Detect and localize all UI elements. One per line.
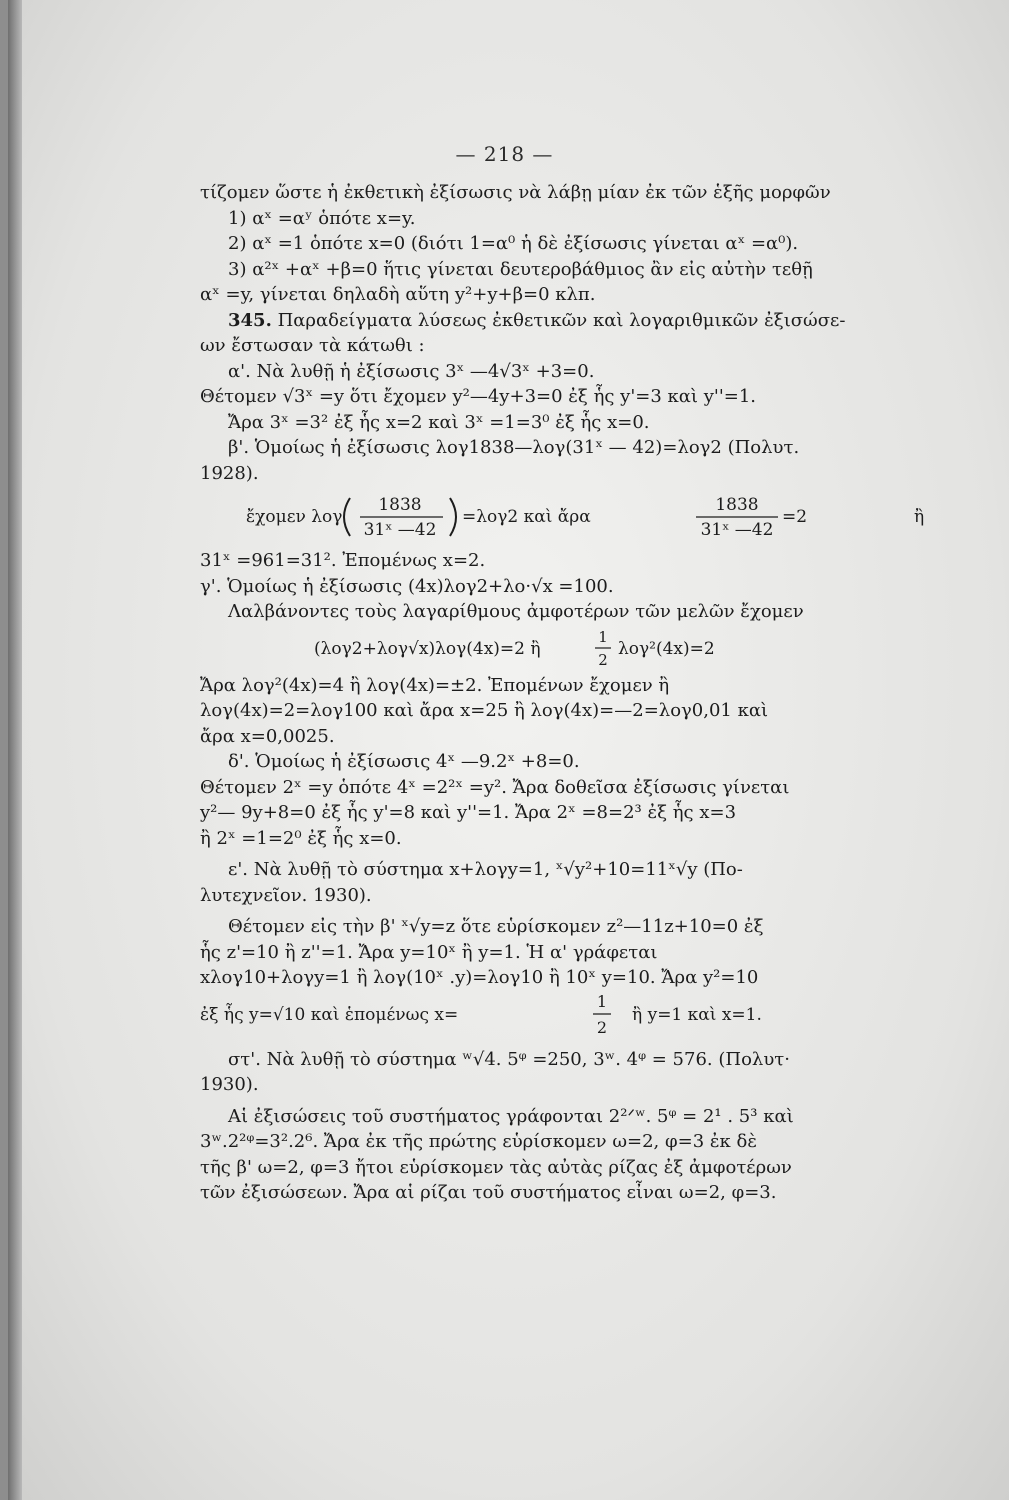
text-line: Θέτομεν εἰς τὴν β' ˣ√y=z ὅτε εὑρίσκομεν z²—11z+10=0 ἐξ: [228, 916, 764, 937]
text-line: 3ʷ.2²ᵠ=3².2⁶. Ἄρα ἐκ τῆς πρώτης εὑρίσκομεν ω=2, φ=3 ἐκ δὲ: [200, 1131, 757, 1152]
eq-or: ἢ: [914, 507, 925, 527]
text-line: 2) αˣ =1 ὁπότε x=0 (διότι 1=α⁰ ἡ δὲ ἐξίσωσις γίνεται αˣ =α⁰).: [228, 233, 799, 254]
eq-prefix: ἔχομεν λογ: [246, 507, 343, 527]
text-line: τίζομεν ὥστε ἡ ἐκθετικὴ ἐξίσωσις νὰ λάβῃ μίαν ἐκ τῶν ἑξῆς μορφῶν: [200, 182, 831, 203]
text-line: Παραδείγματα λύσεως ἐκθετικῶν καὶ λογαριθμικῶν ἐξισώσε-: [277, 309, 846, 331]
text-line: λυτεχνεῖον. 1930).: [200, 884, 372, 906]
section-heading: [200, 308, 990, 334]
text-line: δ'. Ὁμοίως ἡ ἐξίσωσις 4ˣ —9.2ˣ +8=0.: [228, 751, 580, 772]
fraction-denominator: 31ˣ —42: [363, 520, 437, 540]
text-line: 1) αˣ =αʸ ὁπότε x=y.: [228, 207, 416, 229]
page-binding-shadow: [8, 0, 22, 1500]
eq-left: ἐξ ἧς y=√10 καὶ ἑπομένως x=: [200, 1004, 459, 1025]
text-line: Λαλβάνοντες τοὺς λαγαρίθμους ἀμφοτέρων τῶν μελῶν ἔχομεν: [228, 601, 804, 622]
text-line: 31ˣ =961=31². Ἐπομένως x=2.: [200, 550, 486, 571]
text-line: Αἱ ἐξισώσεις τοῦ συστήματος γράφονται 2²ᐟʷ. 5ᵠ = 2¹ . 5³ καὶ: [228, 1105, 794, 1127]
text-line: γ'. Ὁμοίως ἡ ἐξίσωσις (4x)λογ2+λο·√x =100.: [200, 575, 614, 597]
fraction-numerator: 1: [596, 992, 608, 1011]
text-line: α'. Νὰ λυθῇ ἡ ἐξίσωσις 3ˣ —4√3ˣ +3=0.: [228, 360, 595, 382]
fraction-numerator: 1: [598, 627, 608, 646]
eq-result: =2: [782, 507, 808, 527]
text-line: ἧς z'=10 ἢ z''=1. Ἄρα y=10ˣ ἢ y=1. Ἡ α' γράφεται: [200, 941, 658, 963]
text-line: xλογ10+λογy=1 ἢ λογ(10ˣ .y)=λογ10 ἢ 10ˣ y=10. Ἄρα y²=10: [200, 967, 759, 988]
text-line: Ἄρα λογ²(4x)=4 ἢ λογ(4x)=±2. Ἐπομένων ἔχομεν ἢ: [200, 674, 670, 696]
fraction-denominator: 31ˣ —42: [700, 520, 774, 540]
page-text: [200, 180, 990, 1206]
fraction-denominator: 2: [598, 650, 608, 669]
text-line: ε'. Νὰ λυθῇ τὸ σύστημα x+λογy=1, ˣ√y²+10=11ˣ√y (Πο-: [228, 859, 743, 880]
fraction-denominator: 2: [596, 1017, 608, 1037]
text-line: 1930).: [200, 1074, 259, 1095]
left-paren: [344, 498, 350, 536]
text-line: 3) α²ˣ +αˣ +β=0 ἥτις γίνεται δευτεροβάθμιος ἂν εἰς αὐτὴν τεθῇ: [228, 258, 813, 280]
equation-log-half: [200, 627, 990, 671]
equation-x-half: [200, 993, 990, 1039]
fraction-numerator: 1838: [378, 495, 422, 515]
text-line: ἢ 2ˣ =1=2⁰ ἐξ ἧς x=0.: [200, 827, 402, 849]
text-line: τῶν ἐξισώσεων. Ἄρα αἱ ρίζαι τοῦ συστήματος εἶναι ω=2, φ=3.: [200, 1182, 777, 1203]
text-line: Θέτομεν √3ˣ =y ὅτι ἔχομεν y²—4y+3=0 ἐξ ἧς y'=3 καὶ y''=1.: [200, 386, 757, 407]
eq-right: ἢ y=1 καὶ x=1.: [632, 1004, 762, 1025]
text-line: ἄρα x=0,0025.: [200, 725, 335, 747]
fraction-numerator: 1838: [715, 495, 759, 515]
eq-middle: =λογ2 καὶ ἄρα: [462, 507, 591, 527]
page-number: — 218 —: [455, 142, 554, 166]
text-line: Ἄρα 3ˣ =3² ἐξ ἧς x=2 καὶ 3ˣ =1=3⁰ ἐξ ἧς x=0.: [228, 411, 650, 433]
text-line: y²— 9y+8=0 ἐξ ἧς y'=8 καὶ y''=1. Ἄρα 2ˣ =8=2³ ἐξ ἧς x=3: [200, 802, 737, 823]
text-line: Θέτομεν 2ˣ =y ὁπότε 4ˣ =2²ˣ =y². Ἄρα δοθεῖσα ἐξίσωσις γίνεται: [200, 776, 790, 798]
eq-right: λογ²(4x)=2: [618, 638, 715, 659]
text-line: αˣ =y, γίνεται δηλαδὴ αὕτη y²+y+β=0 κλπ.: [200, 284, 596, 305]
text-line: β'. Ὁμοίως ἡ ἐξίσωσις λογ1838—λογ(31ˣ — 42)=λογ2 (Πολυτ.: [228, 437, 800, 458]
text-line: 1928).: [200, 462, 259, 484]
equation-log-fraction: [200, 490, 990, 544]
eq-left: (λογ2+λογ√x)λογ(4x)=2 ἢ: [314, 638, 541, 659]
right-paren: [450, 498, 456, 536]
section-number: 345.: [228, 309, 272, 331]
text-line: λογ(4x)=2=λογ100 καὶ ἄρα x=25 ἢ λογ(4x)=—2=λογ0,01 καὶ: [200, 700, 769, 721]
text-line: τῆς β' ω=2, φ=3 ἤτοι εὑρίσκομεν τὰς αὐτὰς ρίζας ἐξ ἀμφοτέρων: [200, 1156, 792, 1178]
text-line: στ'. Νὰ λυθῇ τὸ σύστημα ʷ√4. 5ᵠ =250, 3ʷ. 4ᵠ = 576. (Πολυτ·: [228, 1048, 790, 1070]
text-line: ων ἔστωσαν τὰ κάτωθι :: [200, 335, 425, 356]
